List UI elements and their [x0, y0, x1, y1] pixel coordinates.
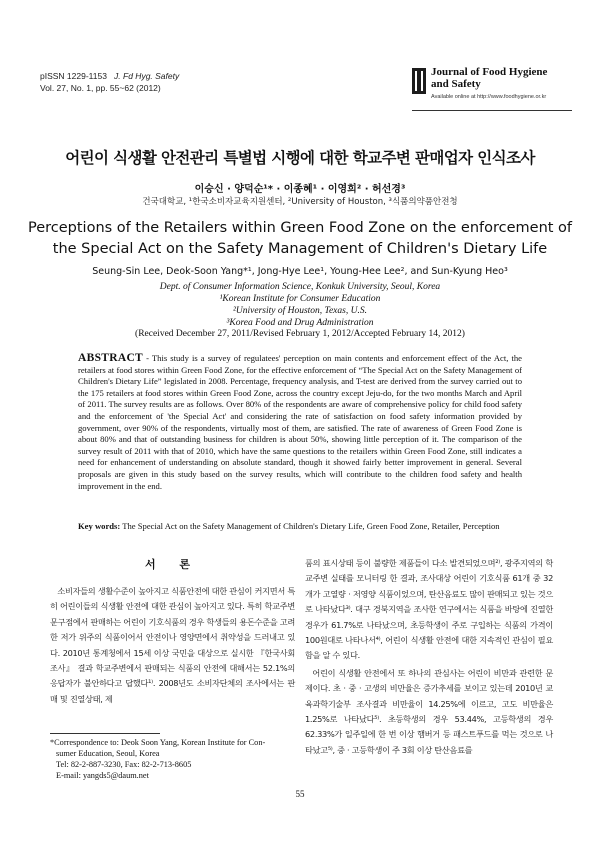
body-paragraph: 어린이 식생활 안전에서 또 하나의 관심사는 어린이 비만과 관련한 문제이다. 초 · 중 · 고생의 비만율은 증가추세를 보이고 있는데 2010년 교육과학기술부 조사결과 비만율이 14.25%에 이르고, 고도 비만율은 1.25%로 나타났다⁵⁾. 초등학생의 경우 53.44%, 고등학생의 경우 62.33%가 일주일에 한 번 이상 햄버거 등 패스트푸드를 먹는 것으로 나타났고⁵⁾, 중 · 고등학생이 주 3회 이상 탄산음료를	[305, 667, 553, 755]
journal-abbrev: J. Fd Hyg. Safety	[114, 71, 180, 81]
journal-info	[40, 70, 179, 94]
title-korean: 어린이 식생활 안전관리 특별법 시행에 대한 학교주변 판매업자 인식조사	[65, 149, 535, 167]
abstract-text: - This study is a survey of regulatees' perception on main contents and enforcement effect of the Act, the retailers at food stores within Green Food Zone, for the effective enforcement of “The Special Act on the Safety Management of Children's Dietary Life” legislated in 2008. Percentage, frequency analysis, and T-test are derived from the survey carried out to the 175 retailers at food stores within Green Food Zone, across the country except Jeju-do, for the two months March and April of 2011. The survey results are as follows. Over 80% of the respondents are aware of comprehensive policy for child food safety and the enforcement of 'the Special Act' and considering the rate of satisfaction on food safety information provided by government, over 90% of the respondents, virtually most of them, are satisfied. The rate of awareness of Green Food Zone is about 80% and that of outstanding business for children is about 50%, showing little perception of it. The comparison of the survey result of 2011 with that of 2010, which have the same questions to the retailers within Green Food Zone, still indicates a need for enhancement of understanding on absolute standard, though it showed fairly better improvement in general. Several proposals are given in this study based on the survey results, which will contribute to the children food safety and health improvement in the end.	[78, 353, 522, 491]
journal-logo-title: Journal of Food Hygiene and Safety	[431, 66, 548, 90]
abstract-label: ABSTRACT	[78, 352, 144, 364]
keywords-text: The Special Act on the Safety Management of Children's Dietary Life, Green Food Zone, Retailer, Perception	[120, 521, 500, 531]
abstract	[78, 353, 522, 492]
title-english: Perceptions of the Retailers within Green Food Zone on the enforcement of the Special Act on the Safety Management of Children's Dietary Life	[27, 220, 573, 257]
journal-logo-url: Available online at http://www.foodhygiene.or.kr	[431, 94, 547, 100]
left-column	[50, 556, 295, 707]
journal-logo-icon	[412, 68, 426, 94]
issn: pISSN 1229-1153	[40, 71, 107, 81]
correspondence-footnote: *Correspondence to: Deok Soon Yang, Korean Institute for Con- sumer Education, Seoul, Korea Tel: 82-2-887-3230, Fax: 82-2-713-8605 E-mail: yangds5@daum.net	[50, 738, 266, 780]
received-dates: (Received December 27, 2011/Revised February 1, 2012/Accepted February 14, 2012)	[135, 329, 465, 339]
keywords	[78, 521, 522, 531]
right-column	[305, 556, 553, 758]
footnote-divider	[50, 733, 160, 734]
authors-english: Seung-Sin Lee, Deok-Soon Yang*¹, Jong-Hye Lee¹, Young-Hee Lee², and Sun-Kyung Heo³	[92, 266, 508, 277]
keywords-label: Key words:	[78, 521, 121, 531]
volume-line: Vol. 27, No. 1, pp. 55~62 (2012)	[40, 83, 161, 93]
body-paragraph: 소비자들의 생활수준이 높아지고 식품안전에 대한 관심이 커지면서 특히 어린이들의 식생활 안전에 대한 관심이 높아지고 있다. 특히 학교주변 문구점에서 판매하는 어린이 기호식품의 경우 학생들의 용돈수준을 고려한 저가 위주의 식품이어서 안전이나 영양면에서 취약성을 드러내고 있다. 2010년 통계청에서 15세 이상 국민을 대상으로 실시한 『한국사회조사』 결과 학교주변에서 판매되는 식품의 안전에 대해서는 52.1%의 응답자가 불안하다고 답했다¹⁾. 2008년도 소비자단체의 조사에서는 판매 및 진열상태, 제	[50, 586, 295, 704]
page-number: 55	[295, 789, 305, 799]
logo-divider	[412, 110, 572, 111]
section-heading: 서 론	[144, 558, 201, 571]
journal-logo	[412, 66, 572, 108]
body-paragraph: 품의 표시상태 등이 불량한 제품들이 다소 발견되었으며²⁾, 광주지역의 학교주변 실태를 모니터링 한 결과, 조사대상 어린이 기호식품 61개 중 32개가 고열량 · 저영양 식품이었으며, 탄산음료도 많이 판매되고 있는 것으로 나타났다³⁾. 대구 경북지역을 조사한 연구에서는 식품을 바탕에 진열한 경우가 61.7%로 나타났으며, 초등학생이 주로 구입하는 식품의 가격이 100원대로 나타나서⁴⁾, 어린이 식생활 안전에 대한 지속적인 관심이 필요함을 알 수 있다.	[305, 558, 553, 661]
affiliations-korean: 건국대학교, ¹한국소비자교육지원센터, ²University of Houston, ³식품의약품안전청	[142, 197, 458, 207]
authors-korean: 이승신 · 양덕순¹* · 이종혜¹ · 이영희² · 허선경³	[194, 184, 406, 195]
affiliations-english: Dept. of Consumer Information Science, Konkuk University, Seoul, Korea ¹Korean Institute for Consumer Education ²University of Houston, Texas, U.S. ³Korea Food and Drug Administration	[159, 282, 441, 328]
